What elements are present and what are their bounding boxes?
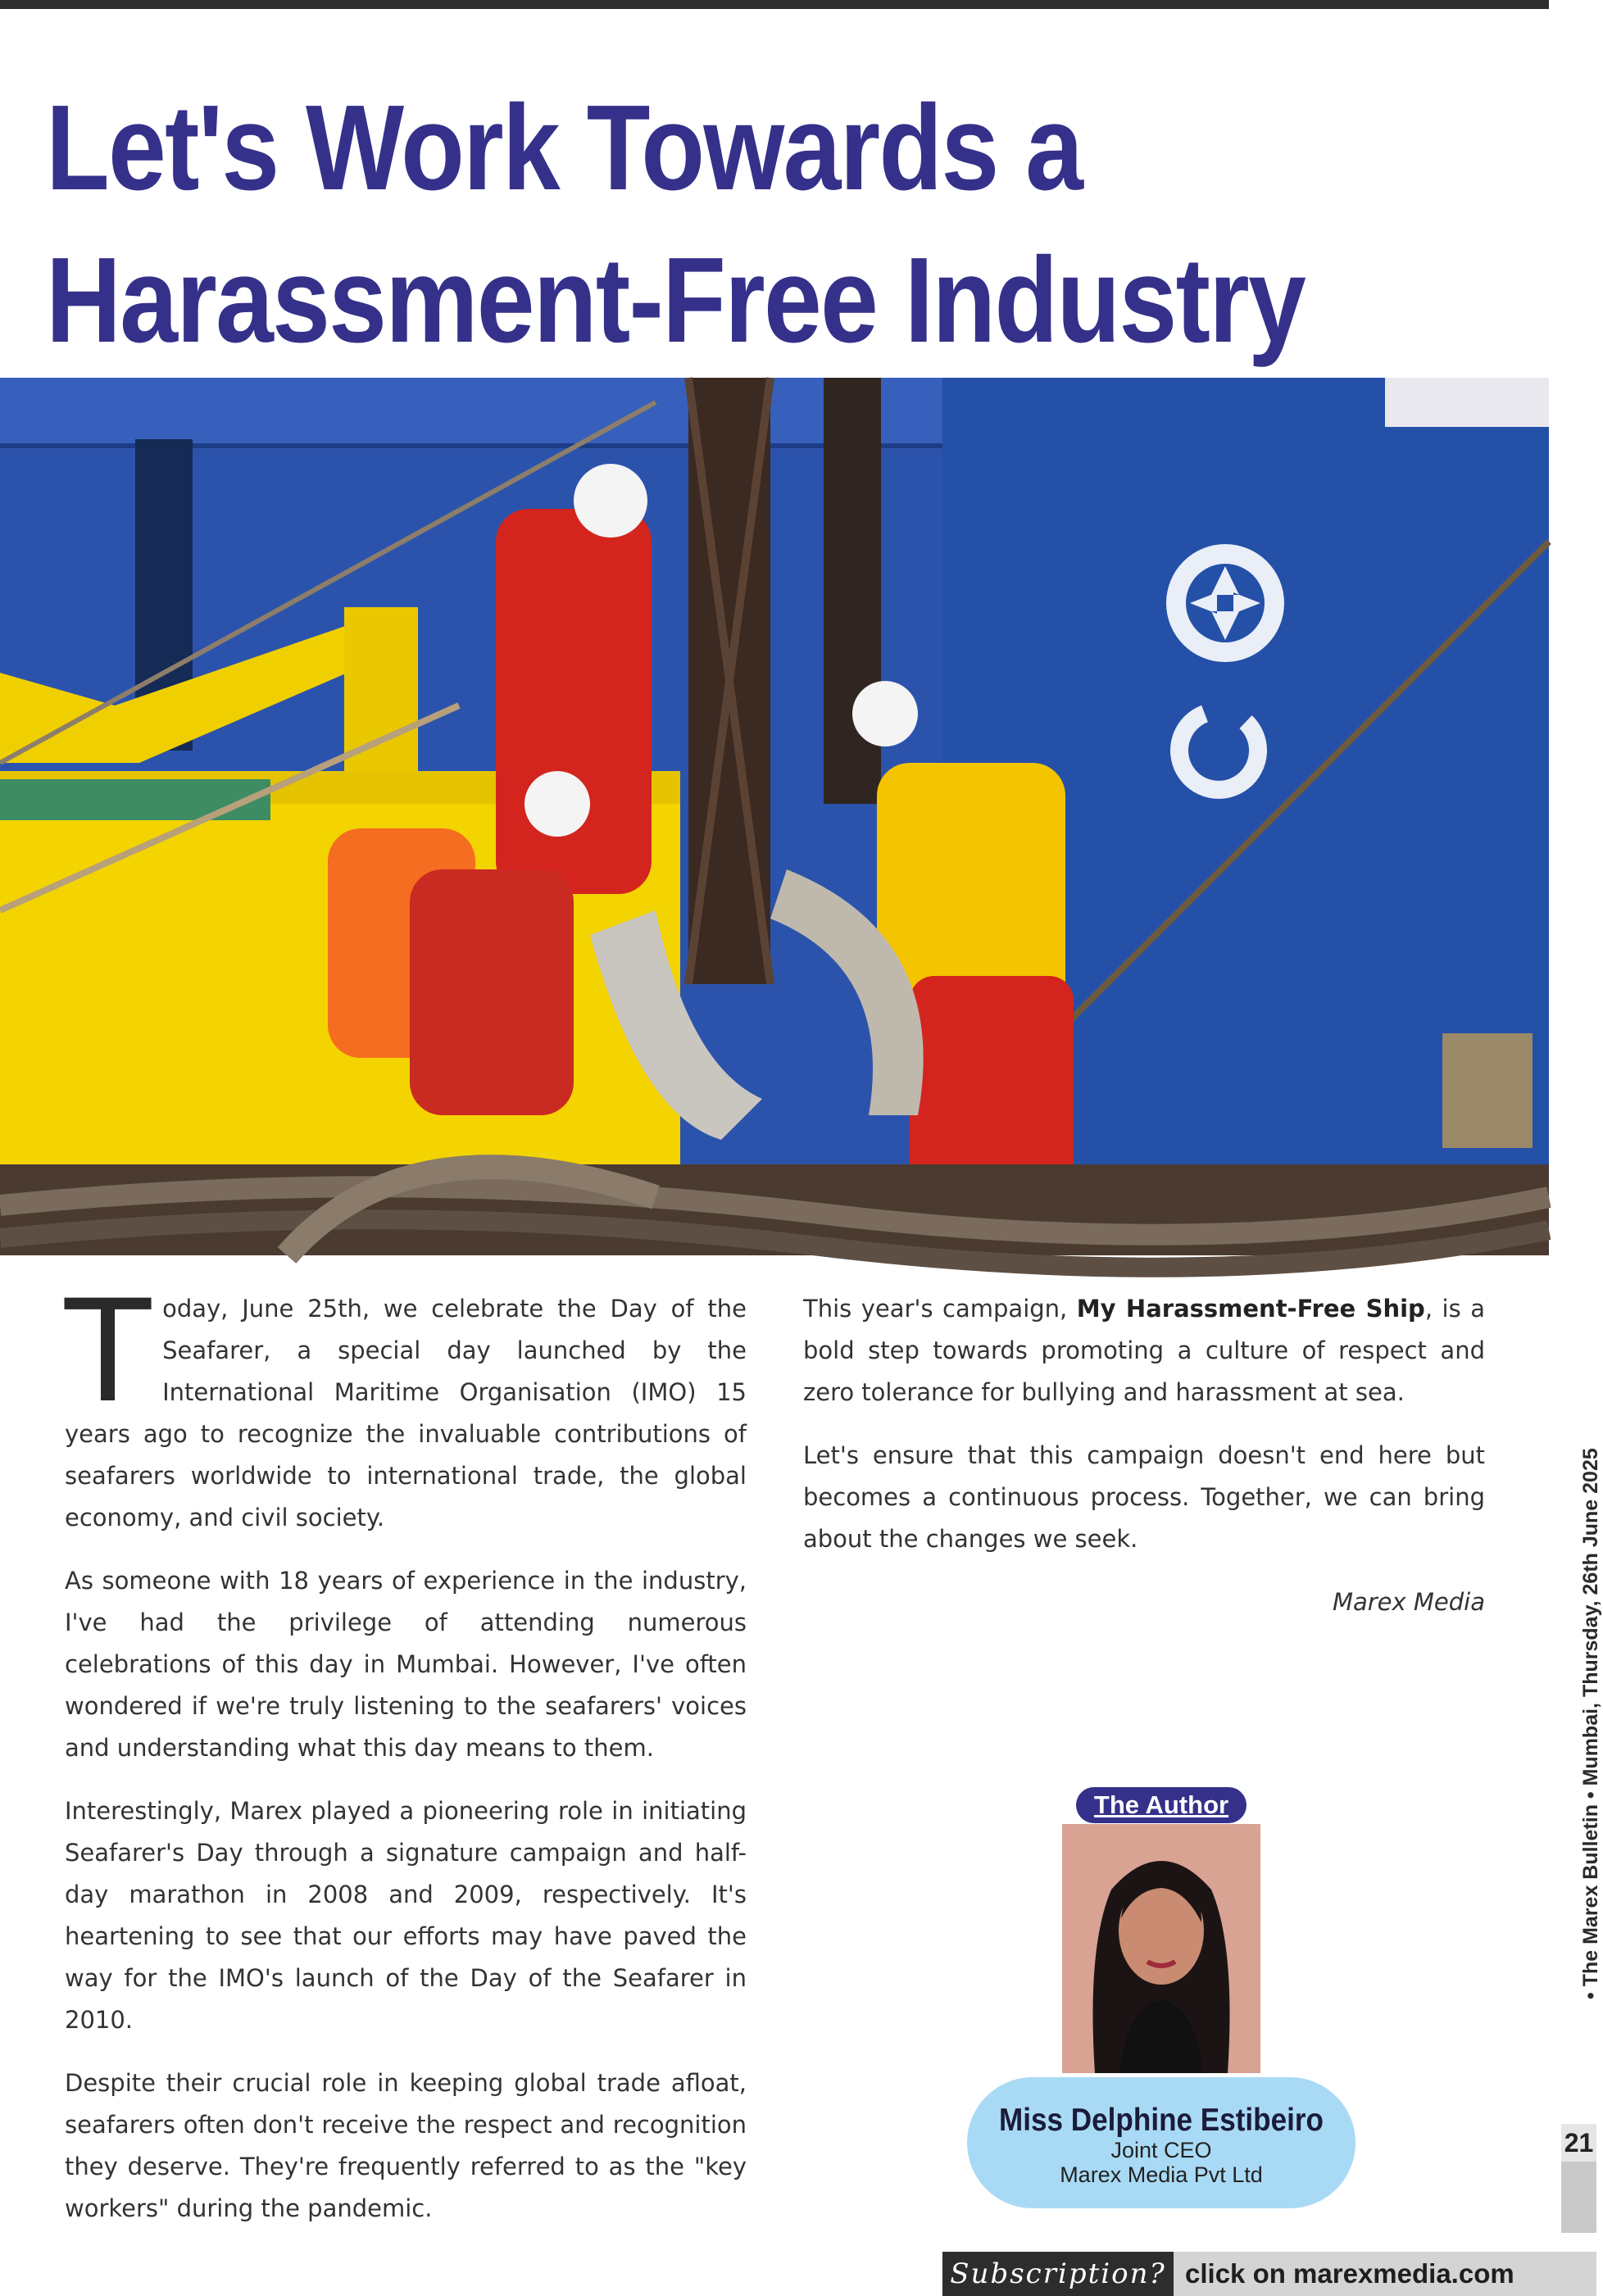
masthead-dateline: • The Marex Bulletin • Mumbai, Thursday, 26th June 2025 [1579,1448,1602,1999]
headline-line-2: Harassment-Free Industry [46,233,1306,368]
author-card [967,2077,1356,2208]
author-company: Marex Media Pvt Ltd [1060,2162,1263,2187]
page-number: 21 [1561,2124,1596,2162]
article-paragraph: Today, June 25th, we celebrate the Day of the Seafarer, a special day launched by the International Maritime Organisation (IMO) 15 years ago to recognize the invaluable contributions of seafarers worldwide to international trade, the global economy, and civil society. [65,1269,747,1531]
article-paragraph: Let's ensure that this campaign doesn't end here but becomes a continuous process. Together, we can bring about the changes we seek. [803,1441,1485,1553]
headline-line-1: Let's Work Towards a [46,80,1083,216]
article-column-left [65,1269,747,2251]
article-paragraph: Interestingly, Marex played a pioneering role in initiating Seafarer's Day through a signature campaign and half-day marathon in 2008 and 2009, respectively. It's heartening to see that our efforts may have paved the way for the IMO's launch of the Day of the Seafarer in 2010. [65,1797,747,2034]
subscription-bar[interactable] [942,2252,1596,2296]
article-signoff: Marex Media [1332,1588,1485,1616]
article-paragraph: Despite their crucial role in keeping global trade afloat, seafarers often don't receive the respect and recognition they deserve. They're frequently referred to as the "key workers" during the pandemic. [65,2069,747,2222]
author-portrait [1062,1824,1260,2073]
hero-photo [0,378,1549,1255]
campaign-name: My Harassment-Free Ship [1076,1295,1425,1323]
subscription-prompt: Subscription? [942,2252,1174,2296]
author-role: Joint CEO [1110,2138,1212,2162]
author-portrait-icon [1062,1824,1260,2073]
top-rule [0,0,1549,9]
article-headline [46,72,1315,377]
author-name: Miss Delphine Estibeiro [999,2103,1324,2138]
ship-crew-mooring-photo-icon [0,378,1549,1255]
author-badge: The Author [1076,1787,1247,1823]
article-paragraph: As someone with 18 years of experience in the industry, I've had the privilege of attending numerous celebrations of this day in Mumbai. However, I've often wondered if we're truly listening to the seafarers' voices and understanding what this day means to them. [65,1567,747,1762]
article-column-right [803,1288,1485,1645]
page-number-tab [1561,2124,1596,2233]
drop-cap: T [65,1269,152,1434]
article-paragraph: This year's campaign, My Harassment-Free Ship, is a bold step towards promoting a culture of respect and zero tolerance for bullying and harassment at sea. [803,1295,1485,1406]
subscription-link[interactable]: click on marexmedia.com [1174,2252,1596,2296]
